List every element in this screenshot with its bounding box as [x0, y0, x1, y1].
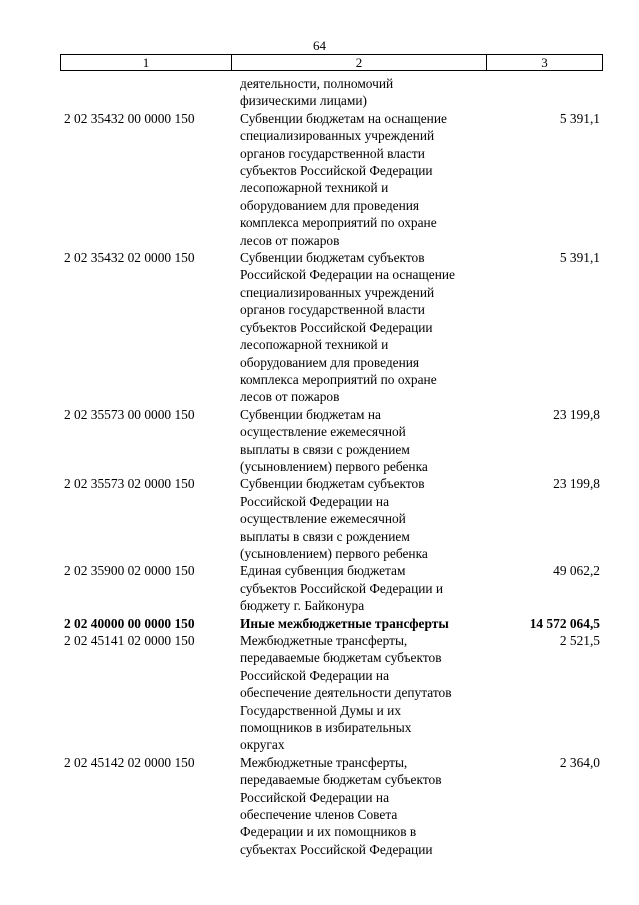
row-name-line: (усыновлением) первого ребенка [240, 458, 428, 474]
row-name [240, 406, 490, 476]
row-name-line: субъектов Российской Федерации [240, 163, 433, 179]
row-name [240, 754, 490, 858]
row-name-line: осуществление ежемесячной [240, 424, 406, 440]
row-code: 2 02 40000 00 0000 150 [64, 615, 195, 631]
table-row [0, 110, 639, 249]
row-name [240, 632, 490, 754]
row-name-line: бюджету г. Байконура [240, 598, 365, 614]
row-code: 2 02 35573 00 0000 150 [64, 406, 195, 422]
table-body [0, 75, 639, 858]
page-number: 64 [313, 38, 326, 53]
row-name-line: физическими лицами) [240, 93, 367, 109]
row-value: 23 199,8 [553, 406, 600, 422]
row-name-line: Субвенции бюджетам на оснащение [240, 110, 447, 126]
row-code: 2 02 45141 02 0000 150 [64, 633, 195, 648]
table-row [0, 615, 639, 632]
table-row [0, 754, 639, 858]
row-name-line: органов государственной власти [240, 302, 425, 318]
row-name-line: Субвенции бюджетам на [240, 406, 381, 422]
table-row [0, 632, 639, 754]
row-name-line: Государственной Думы и их [240, 702, 402, 718]
row-name [240, 615, 490, 632]
row-name-line: выплаты в связи с рождением [240, 528, 410, 544]
row-name-line: передаваемые бюджетам субъектов [240, 650, 442, 666]
row-name-line: выплаты в связи с рождением [240, 441, 410, 457]
row-name-line: Российской Федерации на [240, 667, 390, 683]
row-name-line: лесопожарной техникой и [240, 180, 389, 196]
row-name-line: осуществление ежемесячной [240, 511, 406, 527]
row-code [0, 75, 240, 110]
row-value: 23 199,8 [553, 476, 600, 492]
row-name-line: лесов от пожаров [240, 389, 340, 405]
row-name-line: лесов от пожаров [240, 232, 340, 248]
row-name-line: специализированных учреждений [240, 128, 435, 144]
row-name-line: субъектах Российской Федерации [240, 841, 433, 857]
row-value: 5 391,1 [559, 110, 600, 126]
row-name-line: деятельности, полномочий [240, 76, 394, 91]
row-name-line: Российской Федерации на оснащение [240, 267, 455, 283]
row-name-line: округах [240, 737, 285, 753]
column-header-3: 3 [541, 55, 548, 70]
table-row [0, 249, 639, 406]
row-code: 2 02 35573 02 0000 150 [64, 476, 195, 492]
row-name-line: Российской Федерации на [240, 789, 390, 805]
table-row [0, 562, 639, 614]
row-code: 2 02 35900 02 0000 150 [64, 563, 195, 579]
row-name-line: Межбюджетные трансферты, [240, 633, 408, 648]
column-header-2: 2 [232, 55, 487, 70]
row-name-line: обеспечение деятельности депутатов [240, 685, 452, 701]
row-name-line: обеспечение членов Совета [240, 807, 398, 823]
row-name [240, 110, 490, 249]
row-value: 49 062,2 [553, 563, 600, 579]
row-name-line: оборудованием для проведения [240, 197, 420, 213]
row-name [240, 249, 490, 406]
row-name-line: Федерации и их помощников в [240, 824, 417, 840]
row-name-line: передаваемые бюджетам субъектов [240, 772, 442, 788]
row-name-line: субъектов Российской Федерации [240, 319, 433, 335]
row-name-line: Иные межбюджетные трансферты [240, 615, 449, 631]
row-value: 5 391,1 [559, 250, 600, 266]
table-row [0, 75, 639, 110]
row-value: 2 521,5 [559, 633, 600, 648]
row-name-line: Межбюджетные трансферты, [240, 754, 408, 770]
column-header-1: 1 [61, 55, 232, 70]
table-header [60, 54, 603, 71]
row-value: 2 364,0 [559, 754, 600, 770]
row-name-line: Российской Федерации на [240, 493, 390, 509]
row-name [240, 562, 490, 614]
row-name-line: комплекса мероприятий по охране [240, 215, 437, 231]
row-code: 2 02 35432 02 0000 150 [64, 250, 195, 266]
row-name-line: оборудованием для проведения [240, 354, 420, 370]
table-row [0, 406, 639, 476]
row-name-line: органов государственной власти [240, 145, 425, 161]
row-value: 14 572 064,5 [529, 615, 600, 631]
table-row [0, 475, 639, 562]
row-name-line: Субвенции бюджетам субъектов [240, 250, 425, 266]
row-name-line: субъектов Российской Федерации и [240, 580, 444, 596]
row-code: 2 02 45142 02 0000 150 [64, 754, 195, 770]
row-name [240, 475, 490, 562]
row-name-line: (усыновлением) первого ребенка [240, 545, 428, 561]
row-name-line: специализированных учреждений [240, 284, 435, 300]
row-name-line: лесопожарной техникой и [240, 337, 389, 353]
row-name-line: комплекса мероприятий по охране [240, 371, 437, 387]
row-name [240, 75, 490, 110]
row-code: 2 02 35432 00 0000 150 [64, 110, 195, 126]
row-name-line: Субвенции бюджетам субъектов [240, 476, 425, 492]
row-name-line: помощников в избирательных [240, 720, 412, 736]
row-name-line: Единая субвенция бюджетам [240, 563, 406, 579]
